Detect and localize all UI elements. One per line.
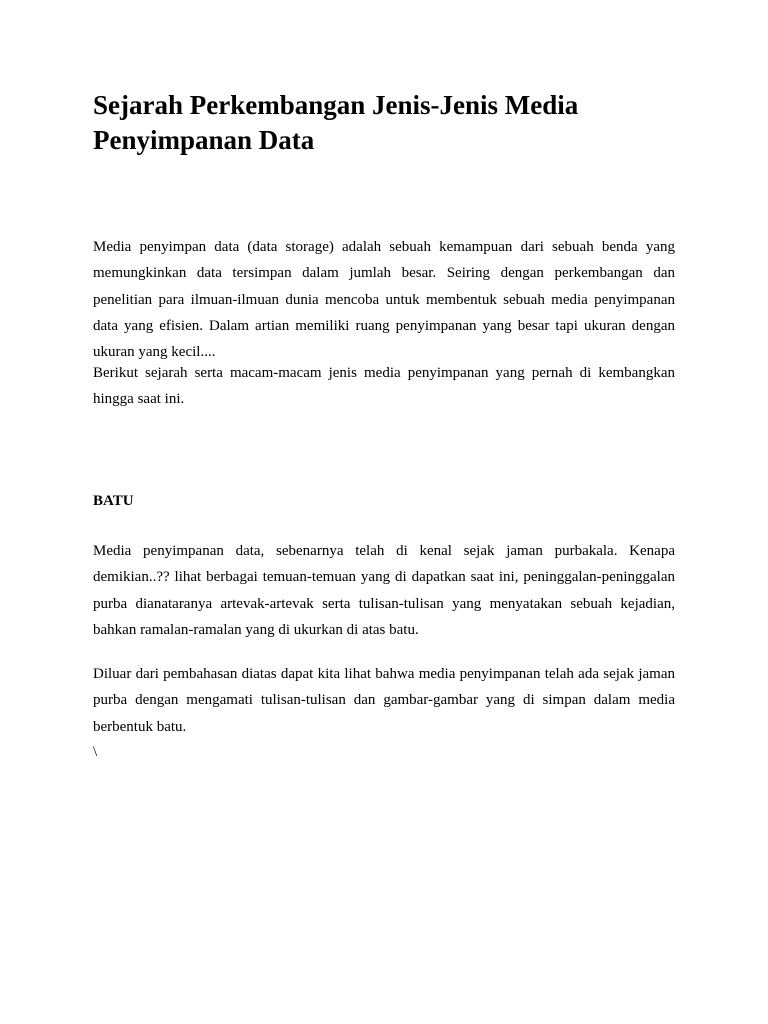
section-heading-batu: BATU xyxy=(93,493,134,509)
stray-backslash: \ xyxy=(93,744,98,760)
batu-paragraph-2: Diluar dari pembahasan diatas dapat kita lihat bahwa media penyimpanan telah ada sejak jaman purba dengan mengamati tulisan-tulisan dan gambar-gambar yang di simpan dalam media berbentuk batu. xyxy=(93,666,675,735)
intro-paragraph-1: Media penyimpan data (data storage) adalah sebuah kemampuan dari sebuah benda yang memungkinkan data tersimpan dalam jumlah besar. Seiring dengan perkembangan dan penelitian para ilmuan-ilmuan dunia mencoba untuk membentuk sebuah media penyimpanan data yang efisien. Dalam artian memiliki ruang penyimpanan yang besar tapi ukuran dengan ukuran yang kecil.... xyxy=(93,239,675,361)
batu-paragraph-1: Media penyimpanan data, sebenarnya telah di kenal sejak jaman purbakala. Kenapa demikian..?? lihat berbagai temuan-temuan yang di dapatkan saat ini, peninggalan-peninggalan purba dianataranya artevak-artevak serta tulisan-tulisan yang menyatakan sebuah kejadian, bahkan ramalan-ramalan yang di ukurkan di atas batu. xyxy=(93,543,675,638)
intro-paragraph-2: Berikut sejarah serta macam-macam jenis media penyimpanan yang pernah di kembangkan hingga saat ini. xyxy=(93,365,675,408)
document-title: Sejarah Perkembangan Jenis-Jenis Media Penyimpanan Data xyxy=(93,90,579,155)
